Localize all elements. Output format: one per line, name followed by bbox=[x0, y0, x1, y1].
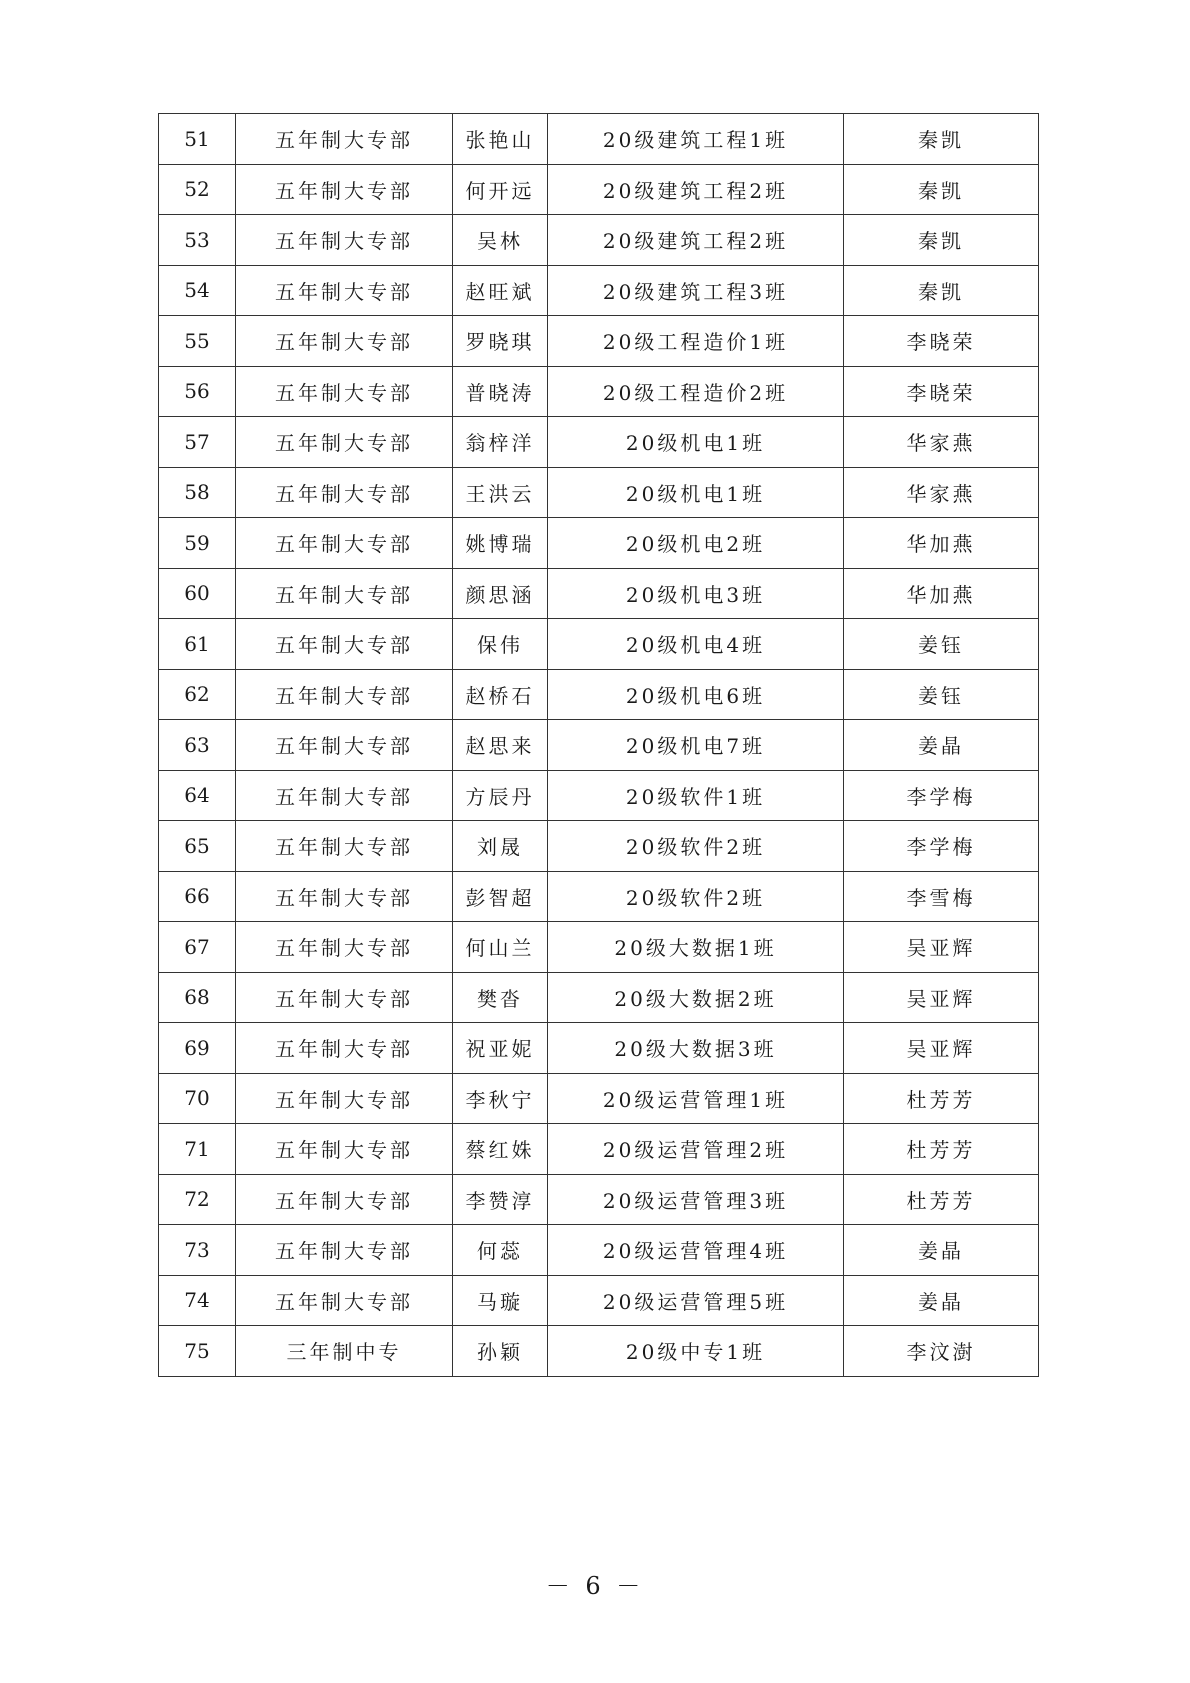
teacher-cell: 秦凯 bbox=[844, 164, 1039, 215]
table-row bbox=[159, 922, 1039, 973]
table-row bbox=[159, 1225, 1039, 1276]
row-number-cell: 60 bbox=[159, 568, 236, 619]
table-row bbox=[159, 619, 1039, 670]
teacher-cell: 杜芳芳 bbox=[844, 1174, 1039, 1225]
table-row bbox=[159, 417, 1039, 468]
row-number-cell: 74 bbox=[159, 1275, 236, 1326]
student-name-cell: 吴林 bbox=[453, 215, 548, 266]
student-name-cell: 张艳山 bbox=[453, 114, 548, 165]
student-name-cell: 保伟 bbox=[453, 619, 548, 670]
class-cell: 20级运营管理1班 bbox=[548, 1073, 844, 1124]
teacher-cell: 秦凯 bbox=[844, 215, 1039, 266]
class-cell: 20级建筑工程2班 bbox=[548, 164, 844, 215]
table-row bbox=[159, 720, 1039, 771]
department-cell: 五年制大专部 bbox=[236, 821, 453, 872]
table-row bbox=[159, 669, 1039, 720]
student-name-cell: 彭智超 bbox=[453, 871, 548, 922]
teacher-cell: 吴亚辉 bbox=[844, 922, 1039, 973]
row-number-cell: 71 bbox=[159, 1124, 236, 1175]
department-cell: 五年制大专部 bbox=[236, 568, 453, 619]
department-cell: 五年制大专部 bbox=[236, 770, 453, 821]
table-row bbox=[159, 1275, 1039, 1326]
row-number-cell: 51 bbox=[159, 114, 236, 165]
class-cell: 20级建筑工程2班 bbox=[548, 215, 844, 266]
student-name-cell: 翁梓洋 bbox=[453, 417, 548, 468]
student-name-cell: 颜思涵 bbox=[453, 568, 548, 619]
row-number-cell: 58 bbox=[159, 467, 236, 518]
table-row bbox=[159, 770, 1039, 821]
teacher-cell: 秦凯 bbox=[844, 265, 1039, 316]
class-cell: 20级运营管理5班 bbox=[548, 1275, 844, 1326]
row-number-cell: 68 bbox=[159, 972, 236, 1023]
department-cell: 五年制大专部 bbox=[236, 1073, 453, 1124]
teacher-cell: 杜芳芳 bbox=[844, 1124, 1039, 1175]
table-row bbox=[159, 568, 1039, 619]
department-cell: 五年制大专部 bbox=[236, 1225, 453, 1276]
class-cell: 20级机电3班 bbox=[548, 568, 844, 619]
teacher-cell: 姜晶 bbox=[844, 1225, 1039, 1276]
row-number-cell: 62 bbox=[159, 669, 236, 720]
department-cell: 五年制大专部 bbox=[236, 265, 453, 316]
table-row bbox=[159, 1073, 1039, 1124]
student-name-cell: 祝亚妮 bbox=[453, 1023, 548, 1074]
class-cell: 20级工程造价1班 bbox=[548, 316, 844, 367]
student-name-cell: 方辰丹 bbox=[453, 770, 548, 821]
class-cell: 20级大数据2班 bbox=[548, 972, 844, 1023]
teacher-cell: 李雪梅 bbox=[844, 871, 1039, 922]
page-number: － 6 － bbox=[545, 1572, 645, 1600]
department-cell: 五年制大专部 bbox=[236, 316, 453, 367]
teacher-cell: 华家燕 bbox=[844, 417, 1039, 468]
row-number-cell: 52 bbox=[159, 164, 236, 215]
student-name-cell: 何开远 bbox=[453, 164, 548, 215]
row-number-cell: 57 bbox=[159, 417, 236, 468]
teacher-cell: 吴亚辉 bbox=[844, 972, 1039, 1023]
table-row bbox=[159, 821, 1039, 872]
teacher-cell: 姜钰 bbox=[844, 619, 1039, 670]
table-row bbox=[159, 265, 1039, 316]
row-number-cell: 75 bbox=[159, 1326, 236, 1377]
teacher-cell: 李晓荣 bbox=[844, 366, 1039, 417]
department-cell: 五年制大专部 bbox=[236, 669, 453, 720]
student-name-cell: 孙颖 bbox=[453, 1326, 548, 1377]
teacher-cell: 华加燕 bbox=[844, 568, 1039, 619]
row-number-cell: 53 bbox=[159, 215, 236, 266]
student-name-cell: 蔡红姝 bbox=[453, 1124, 548, 1175]
class-cell: 20级软件1班 bbox=[548, 770, 844, 821]
row-number-cell: 59 bbox=[159, 518, 236, 569]
class-cell: 20级机电2班 bbox=[548, 518, 844, 569]
department-cell: 五年制大专部 bbox=[236, 518, 453, 569]
student-name-cell: 王洪云 bbox=[453, 467, 548, 518]
row-number-cell: 56 bbox=[159, 366, 236, 417]
department-cell: 五年制大专部 bbox=[236, 114, 453, 165]
row-number-cell: 72 bbox=[159, 1174, 236, 1225]
table-row bbox=[159, 1023, 1039, 1074]
class-cell: 20级大数据3班 bbox=[548, 1023, 844, 1074]
row-number-cell: 61 bbox=[159, 619, 236, 670]
row-number-cell: 55 bbox=[159, 316, 236, 367]
student-name-cell: 李赞淳 bbox=[453, 1174, 548, 1225]
department-cell: 五年制大专部 bbox=[236, 720, 453, 771]
table-row bbox=[159, 1174, 1039, 1225]
department-cell: 五年制大专部 bbox=[236, 619, 453, 670]
student-name-cell: 刘晟 bbox=[453, 821, 548, 872]
student-name-cell: 何蕊 bbox=[453, 1225, 548, 1276]
teacher-cell: 杜芳芳 bbox=[844, 1073, 1039, 1124]
class-cell: 20级机电4班 bbox=[548, 619, 844, 670]
row-number-cell: 54 bbox=[159, 265, 236, 316]
table-row bbox=[159, 366, 1039, 417]
department-cell: 五年制大专部 bbox=[236, 972, 453, 1023]
table-row bbox=[159, 518, 1039, 569]
class-cell: 20级大数据1班 bbox=[548, 922, 844, 973]
student-name-cell: 何山兰 bbox=[453, 922, 548, 973]
table-row bbox=[159, 114, 1039, 165]
department-cell: 五年制大专部 bbox=[236, 1124, 453, 1175]
department-cell: 五年制大专部 bbox=[236, 366, 453, 417]
table-row bbox=[159, 215, 1039, 266]
department-cell: 五年制大专部 bbox=[236, 922, 453, 973]
teacher-cell: 李学梅 bbox=[844, 770, 1039, 821]
class-cell: 20级机电7班 bbox=[548, 720, 844, 771]
student-name-cell: 赵桥石 bbox=[453, 669, 548, 720]
teacher-cell: 秦凯 bbox=[844, 114, 1039, 165]
student-name-cell: 普晓涛 bbox=[453, 366, 548, 417]
class-cell: 20级运营管理3班 bbox=[548, 1174, 844, 1225]
department-cell: 五年制大专部 bbox=[236, 467, 453, 518]
department-cell: 五年制大专部 bbox=[236, 871, 453, 922]
student-name-cell: 罗晓琪 bbox=[453, 316, 548, 367]
student-name-cell: 赵思来 bbox=[453, 720, 548, 771]
row-number-cell: 73 bbox=[159, 1225, 236, 1276]
table-row bbox=[159, 316, 1039, 367]
row-number-cell: 65 bbox=[159, 821, 236, 872]
row-number-cell: 64 bbox=[159, 770, 236, 821]
student-name-cell: 马璇 bbox=[453, 1275, 548, 1326]
teacher-cell: 华加燕 bbox=[844, 518, 1039, 569]
row-number-cell: 63 bbox=[159, 720, 236, 771]
student-name-cell: 姚博瑞 bbox=[453, 518, 548, 569]
department-cell: 五年制大专部 bbox=[236, 417, 453, 468]
class-cell: 20级工程造价2班 bbox=[548, 366, 844, 417]
row-number-cell: 70 bbox=[159, 1073, 236, 1124]
teacher-cell: 姜钰 bbox=[844, 669, 1039, 720]
table-row bbox=[159, 1326, 1039, 1377]
teacher-cell: 姜晶 bbox=[844, 1275, 1039, 1326]
student-name-cell: 樊沓 bbox=[453, 972, 548, 1023]
table-row bbox=[159, 871, 1039, 922]
student-name-cell: 李秋宁 bbox=[453, 1073, 548, 1124]
row-number-cell: 69 bbox=[159, 1023, 236, 1074]
table-row bbox=[159, 1124, 1039, 1175]
class-cell: 20级机电6班 bbox=[548, 669, 844, 720]
roster-table bbox=[158, 113, 1039, 1377]
row-number-cell: 66 bbox=[159, 871, 236, 922]
table-row bbox=[159, 467, 1039, 518]
table-row bbox=[159, 972, 1039, 1023]
teacher-cell: 华家燕 bbox=[844, 467, 1039, 518]
department-cell: 五年制大专部 bbox=[236, 215, 453, 266]
department-cell: 五年制大专部 bbox=[236, 1023, 453, 1074]
class-cell: 20级软件2班 bbox=[548, 821, 844, 872]
class-cell: 20级机电1班 bbox=[548, 417, 844, 468]
student-name-cell: 赵旺斌 bbox=[453, 265, 548, 316]
teacher-cell: 吴亚辉 bbox=[844, 1023, 1039, 1074]
department-cell: 五年制大专部 bbox=[236, 164, 453, 215]
class-cell: 20级软件2班 bbox=[548, 871, 844, 922]
row-number-cell: 67 bbox=[159, 922, 236, 973]
table-row bbox=[159, 164, 1039, 215]
roster-table-body bbox=[159, 114, 1039, 1377]
teacher-cell: 李晓荣 bbox=[844, 316, 1039, 367]
teacher-cell: 姜晶 bbox=[844, 720, 1039, 771]
class-cell: 20级运营管理2班 bbox=[548, 1124, 844, 1175]
class-cell: 20级运营管理4班 bbox=[548, 1225, 844, 1276]
teacher-cell: 李汶澍 bbox=[844, 1326, 1039, 1377]
department-cell: 五年制大专部 bbox=[236, 1275, 453, 1326]
class-cell: 20级中专1班 bbox=[548, 1326, 844, 1377]
teacher-cell: 李学梅 bbox=[844, 821, 1039, 872]
department-cell: 五年制大专部 bbox=[236, 1174, 453, 1225]
class-cell: 20级建筑工程1班 bbox=[548, 114, 844, 165]
class-cell: 20级机电1班 bbox=[548, 467, 844, 518]
department-cell: 三年制中专 bbox=[236, 1326, 453, 1377]
class-cell: 20级建筑工程3班 bbox=[548, 265, 844, 316]
